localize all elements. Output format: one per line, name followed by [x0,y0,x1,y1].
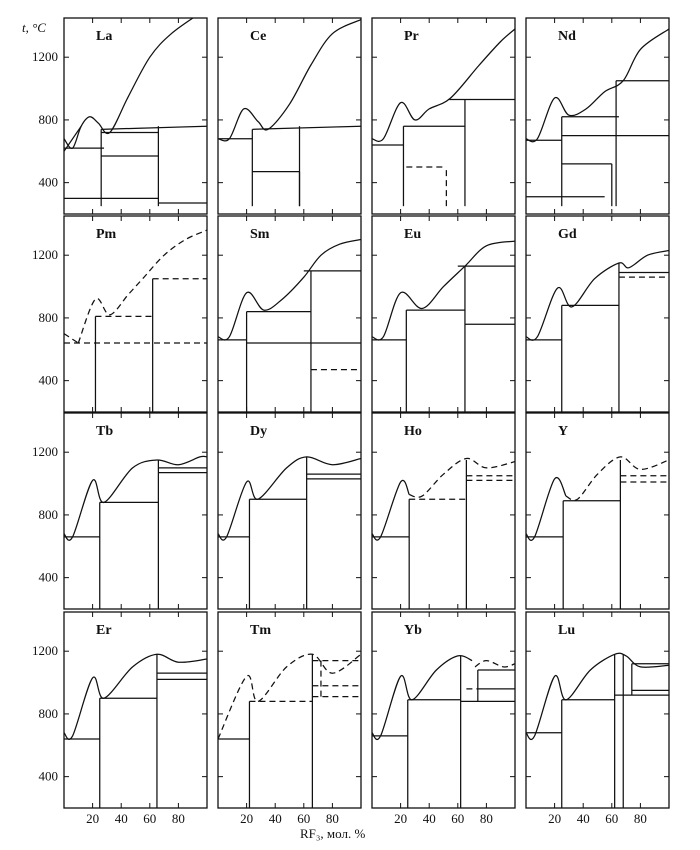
x-tick-label: 20 [394,811,408,826]
element-label: Lu [558,623,576,638]
panel-pm [32,216,207,415]
y-tick-label: 400 [38,768,58,784]
y-axis-label: t, °C [22,20,46,35]
liquidus-dashed-curve [475,661,515,667]
panel-frame [218,413,361,609]
element-label: Tm [250,623,271,638]
panel-y [526,413,669,618]
x-tick-label: 60 [143,811,157,826]
liquidus-curve [526,653,669,739]
x-tick-label: 60 [605,811,619,826]
y-tick-label: 400 [38,569,58,585]
element-label: La [96,29,113,44]
panel-frame [526,18,669,214]
x-tick-label: 60 [451,811,465,826]
panel-ce [218,18,361,214]
x-tick-label: 40 [576,811,590,826]
element-label: Ce [250,29,267,44]
element-label: Dy [250,424,268,439]
liquidus-curve [372,656,472,740]
panel-frame [64,413,207,609]
panel-pr [372,18,515,214]
panel-frame [372,216,515,412]
element-label: Ho [404,424,422,439]
liquidus-curve [64,654,207,739]
element-label: Eu [404,227,422,242]
element-label: Er [96,623,112,638]
panel-eu [372,216,515,420]
x-axis-label: RF₃, мол. % [300,826,366,841]
x-tick-label: 80 [171,811,185,826]
panel-frame [64,612,207,808]
panel-frame [372,612,515,808]
panel-frame [526,612,669,808]
y-tick-label: 800 [38,506,58,522]
panel-ho [372,413,515,617]
isotherm-line [101,126,207,129]
panel-frame [218,612,361,808]
liquidus-curve [526,251,669,341]
y-tick-label: 400 [38,174,58,190]
panel-frame [218,216,361,412]
panel-frame [64,216,207,412]
x-tick-label: 60 [297,811,311,826]
x-tick-label: 80 [479,811,493,826]
x-tick-label: 40 [268,811,282,826]
liquidus-curve [526,29,669,142]
y-tick-label: 800 [38,309,58,325]
y-tick-label: 800 [38,705,58,721]
panel-frame [372,413,515,609]
liquidus-curve [218,20,361,141]
x-tick-label: 20 [240,811,254,826]
panel-nd [526,18,669,214]
x-tick-label: 40 [422,811,436,826]
panel-tm [218,612,361,826]
panel-sm [218,216,361,418]
liquidus-curve [372,241,515,340]
panel-frame [526,216,669,412]
panel-dy [218,413,361,617]
panel-yb [372,612,515,826]
element-label: Pr [404,29,419,44]
y-tick-label: 1200 [32,247,58,263]
liquidus-curve [372,29,515,141]
y-tick-label: 800 [38,111,58,127]
x-tick-label: 40 [114,811,128,826]
panel-er [32,612,207,826]
panel-lu [526,612,669,826]
y-tick-label: 1200 [32,49,58,65]
element-label: Yb [404,623,422,638]
element-label: Gd [558,227,577,242]
panel-gd [526,216,669,417]
element-label: Y [558,424,569,439]
liquidus-curve [64,456,207,540]
dashed-curve [64,334,78,343]
panel-frame [526,413,669,609]
y-tick-label: 1200 [32,444,58,460]
y-tick-label: 1200 [32,643,58,659]
liquidus-dashed-curve [218,654,361,739]
element-label: Sm [250,227,270,242]
element-label: Nd [558,29,576,44]
liquidus-curve [372,480,409,540]
liquidus-dashed-curve [78,230,207,343]
y-tick-label: 400 [38,372,58,388]
x-tick-label: 20 [86,811,100,826]
liquidus-dashed-curve [409,458,515,497]
liquidus-curve [218,457,361,540]
liquidus-curve [218,240,361,340]
panel-tb [32,413,207,615]
panel-la [32,13,207,214]
panels-layer [32,13,669,826]
liquidus-curve [526,478,566,541]
x-tick-label: 80 [325,811,339,826]
element-label: Tb [96,424,114,439]
x-tick-label: 20 [548,811,562,826]
liquidus-dashed-curve [566,457,669,500]
isotherm-line [252,126,361,129]
panel-frame [64,18,207,214]
element-label: Pm [96,227,117,242]
x-tick-label: 80 [633,811,647,826]
